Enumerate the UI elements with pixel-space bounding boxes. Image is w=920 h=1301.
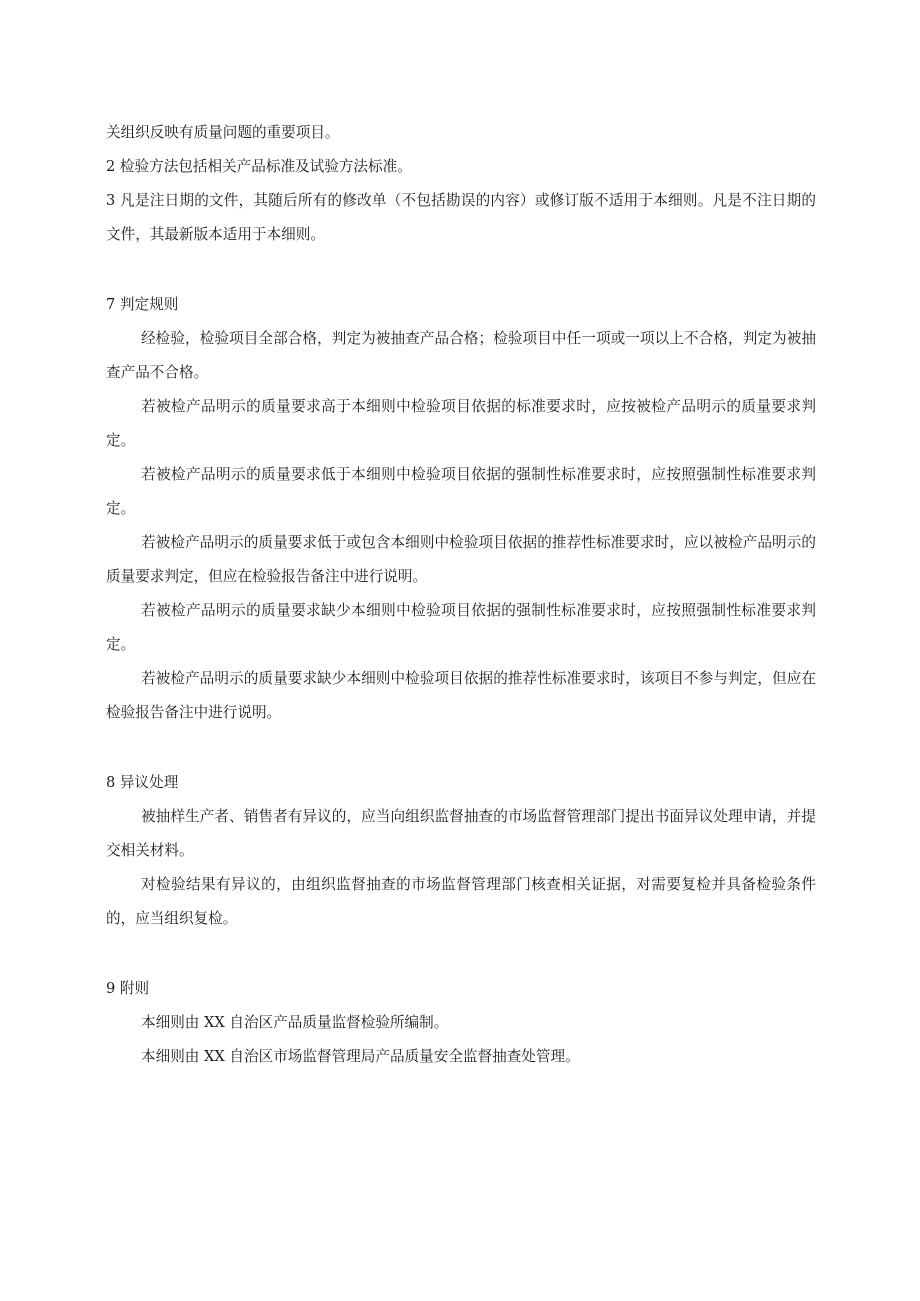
section-7-paragraph-6: 若被检产品明示的质量要求缺少本细则中检验项目依据的推荐性标准要求时，该项目不参与判定，但应在检验报告备注中进行说明。	[106, 670, 816, 721]
section-supplementary-provisions	[106, 972, 816, 1074]
intro-line-2: 2 检验方法包括相关产品标准及试验方法标准。	[106, 158, 412, 175]
section-7-paragraph-3: 若被检产品明示的质量要求低于本细则中检验项目依据的强制性标准要求时，应按照强制性标准要求判定。	[106, 466, 816, 517]
section-7-paragraph-5: 若被检产品明示的质量要求缺少本细则中检验项目依据的强制性标准要求时，应按照强制性标准要求判定。	[106, 602, 816, 653]
section-9-title: 9 附则	[106, 980, 150, 997]
section-8-title: 8 异议处理	[106, 774, 179, 791]
intro-line-1: 关组织反映有质量问题的重要项目。	[106, 124, 340, 141]
section-judgment-rules	[106, 288, 816, 730]
intro-line-3: 3 凡是注日期的文件，其随后所有的修改单（不包括勘误的内容）或修订版不适用于本细则。凡是不注日期的文件，其最新版本适用于本细则。	[106, 192, 816, 243]
document-body	[106, 116, 816, 1074]
section-9-paragraph-2: 本细则由 XX 自治区市场监督管理局产品质量安全监督抽查处管理。	[141, 1048, 580, 1065]
section-7-title: 7 判定规则	[106, 296, 179, 313]
section-8-paragraph-2: 对检验结果有异议的，由组织监督抽查的市场监督管理部门核查相关证据，对需要复检并具备检验条件的，应当组织复检。	[106, 876, 816, 927]
section-9-paragraph-1: 本细则由 XX 自治区产品质量监督检验所编制。	[141, 1014, 449, 1031]
section-objection-handling	[106, 766, 816, 936]
section-7-paragraph-4: 若被检产品明示的质量要求低于或包含本细则中检验项目依据的推荐性标准要求时，应以被检产品明示的质量要求判定，但应在检验报告备注中进行说明。	[106, 534, 816, 585]
section-7-paragraph-2: 若被检产品明示的质量要求高于本细则中检验项目依据的标准要求时，应按被检产品明示的质量要求判定。	[106, 398, 816, 449]
section-8-paragraph-1: 被抽样生产者、销售者有异议的，应当向组织监督抽查的市场监督管理部门提出书面异议处理申请，并提交相关材料。	[106, 808, 816, 859]
intro-section	[106, 116, 816, 252]
section-7-paragraph-1: 经检验，检验项目全部合格，判定为被抽查产品合格；检验项目中任一项或一项以上不合格，判定为被抽查产品不合格。	[106, 330, 816, 381]
